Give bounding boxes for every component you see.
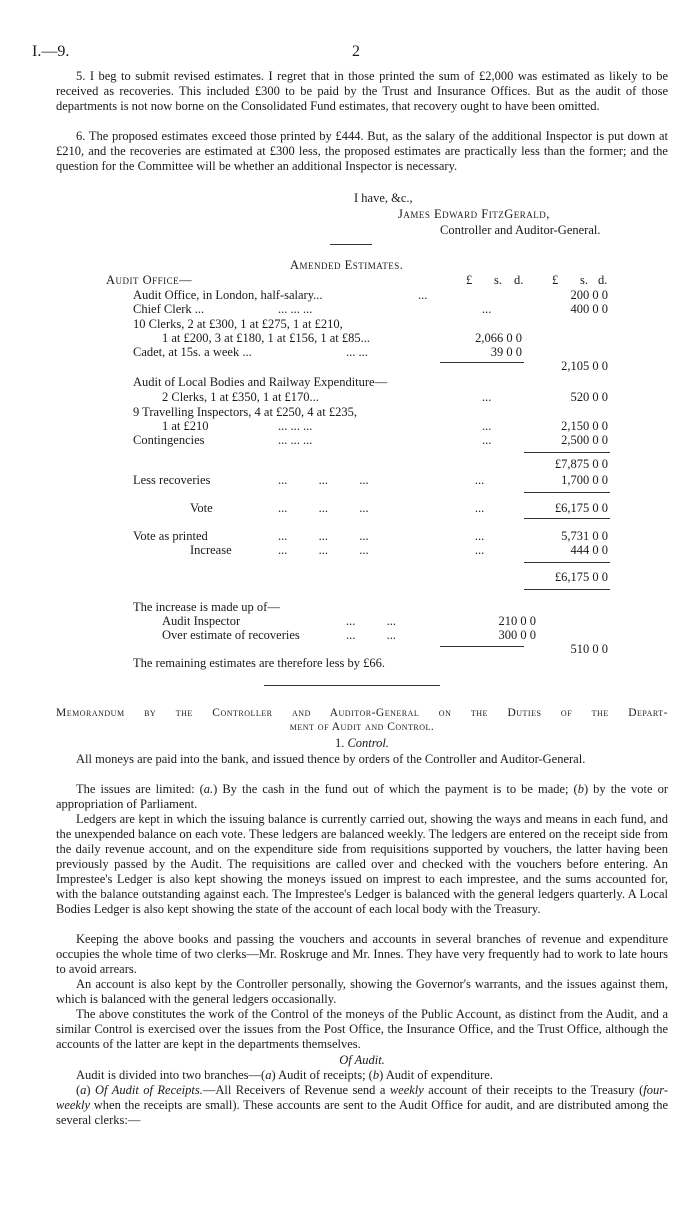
total-value: £7,875 0 0 (554, 457, 608, 471)
memo-para-5: An account is also kept by the Controller personally, showing the Governor's warrants, and the issues against them, which is balanced with the general ledgers occasionally. (56, 977, 668, 1006)
section-divider (264, 685, 440, 686)
row-local-clerks-dots: ... (482, 390, 492, 404)
made-up-sum-value: 510 0 0 (570, 642, 608, 656)
vote-label: Vote (190, 501, 213, 515)
row-london-dots: ... (418, 288, 428, 302)
audit-inspector-value: 210 0 0 (498, 614, 536, 628)
remaining-note: The remaining estimates are therefore less by £66. (133, 656, 385, 670)
memo-heading-line-2: ment of Audit and Control. (289, 721, 435, 733)
audit-office-heading: Audit Office— (106, 273, 193, 287)
vote-dots: ... ... ... ... (278, 501, 485, 515)
page-number: 2 (352, 43, 360, 60)
audit-inspector-dots: ... ... (346, 614, 396, 628)
less-recoveries-value: 1,700 0 0 (561, 473, 608, 487)
vote-value: £6,175 0 0 (554, 501, 608, 515)
row-inspectors-value: 2,150 0 0 (561, 419, 608, 433)
total-rule-top (524, 452, 610, 453)
row-clerks-value: 2,066 0 0 (475, 331, 522, 345)
subtotal-office-value: 2,105 0 0 (561, 359, 608, 373)
paragraph-6: 6. The proposed estimates exceed those printed by £444. But, as the salary of the additional Inspector is put down at £210, and the recoveries are estimated at £300 less, the proposed estimates are practically less than the former; and the question for the Committee will be whether an additional Inspector is necessary. (56, 129, 668, 173)
check-total-value: £6,175 0 0 (554, 570, 608, 584)
increase-value: 444 0 0 (570, 543, 608, 557)
memo-para-4: Keeping the above books and passing the vouchers and accounts in several branches of revenue and expenditure occupies the whole time of two clerks—Mr. Roskruge and Mr. Innes. They have very frequently had to work to late hours to avoid arrears. (56, 932, 668, 976)
check-rule-top (524, 562, 610, 563)
row-chief-clerk-dots2: ... (482, 302, 492, 316)
signoff-name: James Edward FitzGerald, (398, 207, 550, 221)
row-inspectors-dots: ... ... ... (278, 419, 313, 433)
less-recoveries-dots: ... ... ... ... (278, 473, 485, 487)
memo-para-6: The above constitutes the work of the Control of the moneys of the Public Account, as distinct from the Audit, and a similar Control is exercised over the issues from the Post Office, the Insurance Office, and the Trust Office, although the accounts of the latter are kept in the departments themselves. (56, 1007, 668, 1051)
subheading-control: 1. Control. (334, 736, 390, 750)
row-cadet-value: 39 0 0 (490, 345, 522, 359)
row-clerks-label-2: 1 at £200, 3 at £180, 1 at £156, 1 at £85... (162, 331, 370, 345)
row-cadet-dots: ... ... (346, 345, 368, 359)
row-contingencies-dots: ... ... ... (278, 433, 313, 447)
report-reference: I.—9. (32, 43, 70, 60)
col-head-pence-1: d. (514, 273, 524, 287)
memo-para-8: (a) Of Audit of Receipts.—All Receivers of Revenue send a weekly account of their receipts to the Treasury (four-weekly when the receipts are small). These accounts are sent to the Audit Office for audit, and are distributed among the several clerks:— (56, 1083, 669, 1127)
col-head-shillings-1: s. (494, 273, 502, 287)
subtotal-rule (440, 362, 524, 363)
signoff-salutation: I have, &c., (354, 191, 413, 205)
vote-printed-value: 5,731 0 0 (561, 529, 608, 543)
memo-heading-line-1: Memorandum by the Controller and Auditor-General on the Duties of the Depart- (56, 707, 668, 719)
made-up-label: The increase is made up of— (133, 600, 280, 614)
col-head-pence-2: d. (598, 273, 608, 287)
signoff-title: Controller and Auditor-General. (440, 223, 601, 237)
memo-para-3: Ledgers are kept in which the issuing balance is currently carried out, showing the ways and means in each fund, and the unexpended balance on each vote. These ledgers are balanced weekly. The ledgers are entered on the receipt side from the daily revenue account, and on the expenditure side from requisitions supported by vouchers, the latter having been previously passed by the Audit. The requisitions are called over and checked with the vouchers before entering. An Imprestee's Ledger is also kept showing the moneys issued on imprest to each imprestee, and the sums accounted for, with the balance outstanding against each. The Imprestee's Ledger is balanced with the general ledgers quarterly. A Local Bodies Ledger is also kept showing the state of the account of each local body with the Treasury. (56, 812, 668, 916)
increase-dots: ... ... ... ... (278, 543, 485, 557)
row-local-clerks-value: 520 0 0 (570, 390, 608, 404)
row-inspectors-dots2: ... (482, 419, 492, 433)
check-rule-bottom (524, 589, 610, 590)
row-local-clerks-label: 2 Clerks, 1 at £350, 1 at £170... (162, 390, 319, 404)
made-up-rule (440, 646, 524, 647)
row-london-value: 200 0 0 (570, 288, 608, 302)
row-london-label: Audit Office, in London, half-salary... (133, 288, 323, 302)
col-head-shillings-2: s. (580, 273, 588, 287)
memo-para-7: Audit is divided into two branches—(a) Audit of receipts; (b) Audit of expenditure. (76, 1068, 493, 1082)
row-contingencies-label: Contingencies (133, 433, 205, 447)
row-inspectors-label-2: 1 at £210 (162, 419, 209, 433)
paragraph-5: 5. I beg to submit revised estimates. I regret that in those printed the sum of £2,000 was estimated as likely to be received as recoveries. This included £300 to be paid by the Trust and Insurance Offices. But as the audit of those departments is not now borne on the Consolidated Fund estimates, that recovery ought to have been omitted. (56, 69, 668, 113)
over-estimate-dots: ... ... (346, 628, 396, 642)
row-inspectors-label-1: 9 Travelling Inspectors, 4 at £250, 4 at £235, (133, 405, 357, 419)
less-recoveries-label: Less recoveries (133, 473, 211, 487)
increase-label: Increase (190, 543, 232, 557)
row-contingencies-value: 2,500 0 0 (561, 433, 608, 447)
memo-para-1: All moneys are paid into the bank, and issued thence by orders of the Controller and Auditor-General. (76, 752, 586, 766)
vote-printed-label: Vote as printed (133, 529, 208, 543)
over-estimate-value: 300 0 0 (498, 628, 536, 642)
local-bodies-heading: Audit of Local Bodies and Railway Expenditure— (133, 375, 388, 389)
row-chief-clerk-label: Chief Clerk ... (133, 302, 205, 316)
vote-rule-bottom (524, 518, 610, 519)
vote-printed-dots: ... ... ... ... (278, 529, 485, 543)
audit-inspector-label: Audit Inspector (162, 614, 241, 628)
vote-rule (524, 492, 610, 493)
memo-para-2: The issues are limited: (a.) By the cash in the fund out of which the payment is to be made; (b) by the vote or appropriation of Parliament. (56, 782, 668, 811)
row-contingencies-dots2: ... (482, 433, 492, 447)
estimates-heading: Amended Estimates. (290, 258, 404, 272)
over-estimate-label: Over estimate of recoveries (162, 628, 300, 642)
row-chief-clerk-dots: ... ... ... (278, 302, 313, 316)
col-head-pounds-2: £ (552, 273, 559, 287)
subheading-audit: Of Audit. (339, 1053, 385, 1067)
row-chief-clerk-value: 400 0 0 (570, 302, 608, 316)
divider (330, 244, 372, 245)
row-cadet-label: Cadet, at 15s. a week ... (133, 345, 252, 359)
row-clerks-label-1: 10 Clerks, 2 at £300, 1 at £275, 1 at £210, (133, 317, 343, 331)
col-head-pounds-1: £ (466, 273, 473, 287)
